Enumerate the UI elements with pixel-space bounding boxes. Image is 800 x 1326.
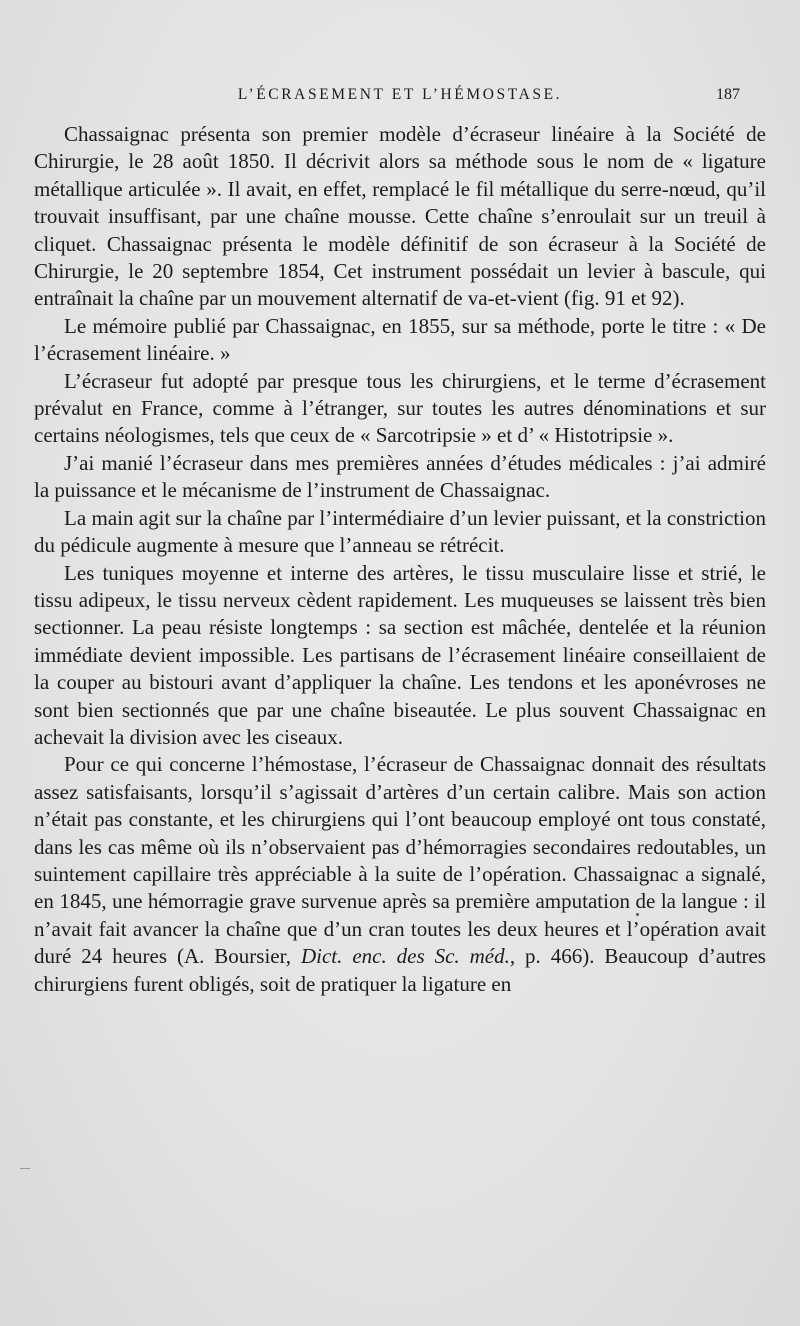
body-text bbox=[34, 121, 766, 998]
paragraph-personal-use: J’ai manié l’écraseur dans mes premières années d’études médicales : j’ai admiré la puissance et le mécanisme de l’instrument de Chassaignac. bbox=[34, 450, 766, 503]
running-title: L’ÉCRASEMENT ET L’HÉMOSTASE. bbox=[237, 86, 563, 103]
running-head bbox=[34, 86, 766, 110]
citation-title: Dict. enc. des Sc. méd. bbox=[300, 944, 510, 969]
print-speck bbox=[636, 913, 639, 916]
print-speck bbox=[20, 1168, 30, 1169]
paragraph-tissues: Les tuniques moyenne et interne des artères, le tissu musculaire lisse et strié, le tissu adipeux, le tissu nerveux cèdent rapidement. Les muqueuses se laissent très bien sectionner. La peau résiste longtemps : sa section est mâchée, dentelée et la réunion immédiate devient impossible. Les partisans de l’écrasement linéaire conseillaient de la couper au bistouri avant d’appliquer la chaîne. Les tendons et les aponévroses ne sont bien sectionnés que par une chaîne biseautée. Le plus souvent Chassaignac en achevait la division avec les ciseaux. bbox=[34, 560, 766, 749]
hemostasis-text-end: , p. 466). Beaucoup d’autres chirurgiens furent obligés, soit de pratiquer la ligature en bbox=[34, 944, 766, 996]
paragraph-mechanism: La main agit sur la chaîne par l’intermédiaire d’un levier puissant, et la constriction du pédicule augmente à mesure que l’anneau se rétrécit. bbox=[34, 505, 766, 558]
paragraph-adoption: L’écraseur fut adopté par presque tous les chirurgiens, et le terme d’écrasement prévalut en France, comme à l’étranger, sur toutes les autres dénominations et sur certains néologismes, tels que ceux de « Sarcotripsie » et d’ « Histotripsie ». bbox=[34, 368, 766, 448]
paragraph-hemostasis bbox=[34, 751, 766, 998]
paragraph-memoire: Le mémoire publié par Chassaignac, en 1855, sur sa méthode, porte le titre : « De l’écrasement linéaire. » bbox=[34, 313, 766, 366]
page-number: 187 bbox=[716, 86, 740, 103]
hemostasis-text: Pour ce qui concerne l’hémostase, l’écraseur de Chassaignac donnait des résultats assez satisfaisants, lorsqu’il s’agissait d’artères d’un certain calibre. Mais son action n’était pas constante, et les chirurgiens qui l’ont beaucoup employé ont tous constaté, dans les cas même où ils n’observaient pas d’hémorragies secondaires redoutables, un suintement capillaire très appréciable à la suite de l’opération. Chassaignac a signalé, en 1845, une hémorragie grave survenue après sa première amputation de la langue : il n’avait fait avancer la chaîne que d’un cran toutes les deux heures et l’opération avait duré 24 heures (A. Boursier, bbox=[34, 752, 766, 969]
paragraph-chassaignac-model: Chassaignac présenta son premier modèle d’écraseur linéaire à la Société de Chirurgie, le 28 août 1850. Il décrivit alors sa méthode sous le nom de « ligature métallique articulée ». Il avait, en effet, remplacé le fil métallique du serre-nœud, qu’il trouvait insuffisant, par une chaîne mousse. Cette chaîne s’enroulait sur un treuil à cliquet. Chassaignac présenta le modèle définitif de son écraseur à la Société de Chirurgie, le 20 septembre 1854, Cet instrument possédait un levier à bascule, qui entraînait la chaîne par un mouvement alternatif de va-et-vient (fig. 91 et 92). bbox=[34, 122, 766, 311]
